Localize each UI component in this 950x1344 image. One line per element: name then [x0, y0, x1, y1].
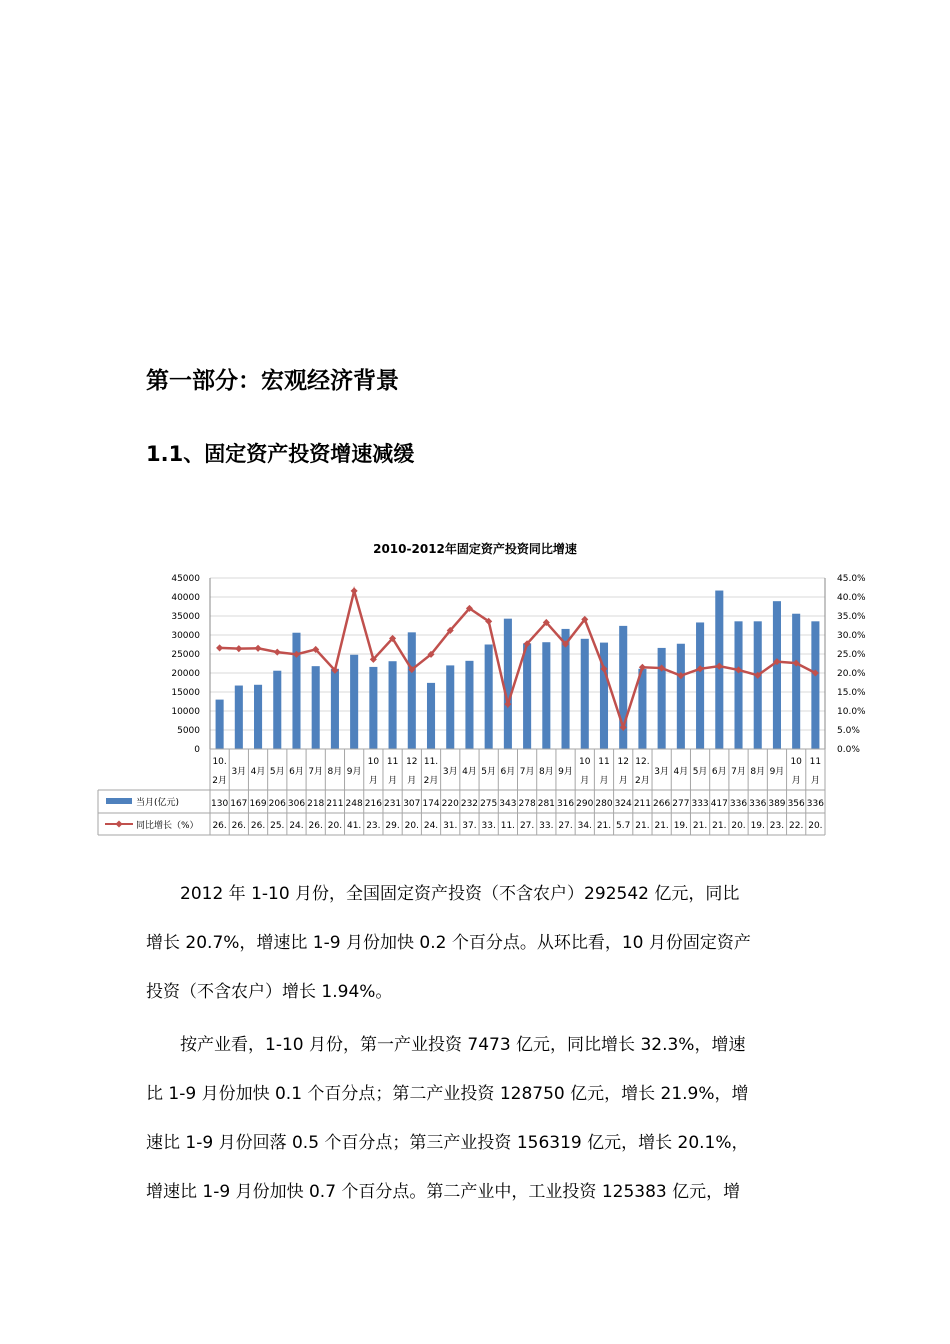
x-tick-label: 月 — [388, 776, 398, 786]
line-point — [235, 645, 242, 652]
bar — [427, 683, 435, 749]
y-left-tick-label: 30000 — [171, 631, 200, 641]
x-tick-label: 4月 — [673, 767, 689, 777]
table-cell-value: 20. — [731, 821, 746, 831]
x-tick-label: 3月 — [231, 767, 247, 777]
bar — [773, 601, 781, 749]
table-cell-value: 21. — [712, 821, 727, 831]
bar — [465, 661, 473, 749]
table-cell-value: 20. — [404, 821, 419, 831]
bar — [292, 633, 300, 749]
table-cell-value: 21. — [596, 821, 612, 831]
x-tick-label: 8月 — [538, 767, 554, 777]
table-cell-value: 25. — [270, 821, 285, 831]
bar — [254, 685, 262, 749]
x-tick-label: 7月 — [519, 767, 535, 777]
table-cell-value: 26. — [308, 821, 323, 831]
y-right-tick-label: 15.0% — [837, 688, 866, 698]
x-tick-label: 7月 — [308, 767, 324, 777]
x-tick-label: 3月 — [654, 767, 670, 777]
table-cell-value: 21. — [635, 821, 650, 831]
table-cell-value: 280 — [595, 799, 613, 809]
x-tick-label: 5月 — [269, 767, 285, 777]
table-cell-value: 34. — [577, 821, 592, 831]
y-left-tick-label: 20000 — [171, 669, 200, 679]
table-cell-value: 218 — [307, 799, 325, 809]
bar — [523, 643, 531, 749]
paragraph-2 — [146, 1021, 808, 1217]
bar — [581, 639, 589, 749]
bar — [658, 648, 666, 749]
bar — [389, 661, 397, 749]
paragraph-line: 比 1-9 月份加快 0.1 个百分点；第二产业投资 128750 亿元，增长 21.9%，增 — [146, 1084, 749, 1104]
y-right-tick-label: 35.0% — [837, 612, 866, 622]
x-tick-label: 9月 — [558, 767, 573, 777]
table-cell-value: 19. — [673, 821, 689, 831]
table-cell-value: 26. — [212, 821, 227, 831]
y-left-tick-label: 10000 — [171, 707, 200, 717]
x-tick-label: 5月 — [481, 767, 497, 777]
y-left-tick-label: 35000 — [171, 612, 200, 622]
table-cell-value: 21. — [692, 821, 708, 831]
table-cell-value: 33. — [539, 821, 554, 831]
y-right-tick-label: 0.0% — [837, 745, 860, 755]
bar — [235, 686, 243, 749]
y-right-tick-label: 20.0% — [837, 669, 866, 679]
paragraph-line: 按产业看，1-10 月份，第一产业投资 7473 亿元，同比增长 32.3%，增速 — [146, 1035, 746, 1055]
table-cell-value: 220 — [441, 799, 459, 809]
section-heading: 第一部分：宏观经济背景 — [146, 368, 399, 394]
bar — [331, 669, 339, 749]
x-tick-label: 8月 — [327, 767, 343, 777]
table-cell-value: 20. — [808, 821, 823, 831]
x-tick-label: 月 — [368, 776, 378, 786]
table-cell-value: 336 — [749, 799, 767, 809]
legend-bar-key — [106, 798, 132, 804]
x-tick-label: 11. — [423, 757, 439, 767]
table-cell-value: 31. — [443, 821, 458, 831]
table-cell-value: 33. — [481, 821, 496, 831]
table-cell-value: 211 — [326, 799, 344, 809]
x-tick-label: 11 — [386, 757, 399, 767]
table-cell-value: 277 — [672, 799, 690, 809]
line-point — [274, 649, 281, 656]
y-left-tick-label: 45000 — [171, 574, 200, 584]
y-right-tick-label: 45.0% — [837, 574, 866, 584]
bar — [485, 645, 493, 750]
table-cell-value: 27. — [558, 821, 573, 831]
x-tick-label: 12. — [635, 757, 650, 767]
bar — [504, 619, 512, 749]
table-cell-value: 206 — [268, 799, 286, 809]
x-tick-label: 10. — [212, 757, 227, 767]
table-cell-value: 23. — [769, 821, 785, 831]
table-cell-value: 290 — [576, 799, 594, 809]
table-cell-value: 24. — [289, 821, 304, 831]
bar — [696, 622, 704, 749]
bar — [216, 700, 224, 749]
table-cell-value: 24. — [423, 821, 439, 831]
y-left-tick-label: 40000 — [171, 593, 200, 603]
x-tick-label: 月 — [580, 776, 590, 786]
table-cell-value: 231 — [383, 799, 402, 809]
legend-line-label: 同比增长（%） — [136, 821, 199, 831]
table-cell-value: 248 — [345, 799, 363, 809]
bar — [715, 591, 723, 749]
table-cell-value: 232 — [460, 799, 479, 809]
y-left-tick-label: 15000 — [171, 688, 200, 698]
x-tick-label: 11 — [598, 757, 610, 767]
x-tick-label: 5月 — [692, 767, 708, 777]
paragraph-line: 增长 20.7%，增速比 1-9 月份加快 0.2 个百分点。从环比看，10 月份固定资产 — [146, 933, 751, 953]
table-cell-value: 41. — [346, 821, 362, 831]
table-cell-value: 275 — [480, 799, 498, 809]
table-cell-value: 278 — [518, 799, 536, 809]
legend-line-marker — [115, 820, 122, 827]
table-cell-value: 336 — [729, 799, 748, 809]
paragraph-line: 增速比 1-9 月份加快 0.7 个百分点。第二产业中，工业投资 125383 亿元，增 — [146, 1182, 741, 1202]
table-cell-value: 356 — [787, 799, 805, 809]
table-cell-value: 169 — [249, 799, 267, 809]
x-tick-label: 3月 — [442, 767, 458, 777]
y-left-tick-label: 0 — [194, 745, 200, 755]
y-right-tick-label: 10.0% — [837, 707, 866, 717]
y-left-tick-label: 25000 — [171, 650, 200, 660]
table-cell-value: 281 — [537, 799, 555, 809]
x-tick-label: 9月 — [769, 767, 785, 777]
bar — [542, 642, 550, 749]
bar — [677, 644, 685, 749]
bar — [734, 621, 742, 749]
x-tick-label: 8月 — [750, 767, 766, 777]
x-tick-label: 10 — [579, 757, 591, 767]
x-tick-label: 9月 — [346, 767, 362, 777]
investment-chart — [95, 528, 866, 838]
table-cell-value: 336 — [806, 799, 824, 809]
bar — [312, 666, 320, 749]
table-cell-value: 417 — [710, 799, 728, 809]
x-tick-label: 10 — [790, 757, 802, 767]
table-cell-value: 307 — [403, 799, 421, 809]
x-tick-label: 2月 — [212, 776, 227, 786]
table-cell-value: 266 — [653, 799, 671, 809]
table-cell-value: 167 — [230, 799, 248, 809]
bar — [273, 671, 281, 749]
table-cell-value: 174 — [422, 799, 440, 809]
x-tick-label: 12 — [406, 757, 418, 767]
y-right-tick-label: 30.0% — [837, 631, 866, 641]
table-cell-value: 333 — [691, 799, 709, 809]
bar — [446, 665, 454, 749]
table-cell-value: 37. — [462, 821, 477, 831]
x-tick-label: 4月 — [250, 767, 266, 777]
line-point — [255, 645, 262, 652]
x-tick-label: 10 — [367, 757, 380, 767]
table-cell-value: 211 — [633, 799, 652, 809]
paragraph-line: 2012 年 1-10 月份，全国固定资产投资（不含农户）292542 亿元，同比 — [146, 884, 740, 904]
table-cell-value: 130 — [211, 799, 229, 809]
subsection-heading: 1.1、固定资产投资增速减缓 — [146, 442, 415, 466]
growth-line — [220, 591, 816, 727]
x-tick-label: 4月 — [462, 767, 477, 777]
table-cell-value: 20. — [327, 821, 343, 831]
table-cell-value: 23. — [366, 821, 381, 831]
table-cell-value: 26. — [231, 821, 246, 831]
bar — [638, 669, 646, 749]
bar — [792, 614, 800, 749]
y-right-tick-label: 40.0% — [837, 593, 866, 603]
x-tick-label: 月 — [791, 776, 801, 786]
table-cell-value: 22. — [789, 821, 804, 831]
table-cell-value: 306 — [287, 799, 306, 809]
legend-bar-label: 当月(亿元) — [136, 798, 180, 808]
bar — [754, 621, 762, 749]
x-tick-label: 7月 — [731, 767, 746, 777]
x-tick-label: 2月 — [423, 776, 439, 786]
table-cell-value: 316 — [556, 799, 575, 809]
table-cell-value: 19. — [750, 821, 765, 831]
table-cell-value: 216 — [364, 799, 382, 809]
paragraph-line: 速比 1-9 月份回落 0.5 个百分点；第三产业投资 156319 亿元，增长 20.1%， — [146, 1133, 749, 1153]
x-tick-label: 月 — [599, 776, 609, 786]
x-tick-label: 11 — [809, 757, 822, 767]
paragraph-line: 投资（不含农户）增长 1.94%。 — [146, 982, 393, 1002]
x-tick-label: 月 — [810, 776, 820, 786]
table-cell-value: 26. — [250, 821, 266, 831]
x-tick-label: 月 — [618, 776, 628, 786]
bar — [369, 667, 377, 749]
table-cell-value: 27. — [519, 821, 535, 831]
table-cell-value: 29. — [385, 821, 400, 831]
x-tick-label: 12 — [617, 757, 629, 767]
table-cell-value: 389 — [768, 799, 786, 809]
paragraph-1 — [146, 870, 808, 1017]
bar — [408, 632, 416, 749]
table-cell-value: 343 — [499, 799, 517, 809]
y-right-tick-label: 5.0% — [837, 726, 860, 736]
table-cell-value: 21. — [654, 821, 669, 831]
y-left-tick-label: 5000 — [177, 726, 200, 736]
table-cell-value: 324 — [614, 799, 632, 809]
chart-title: 2010-2012年固定资产投资同比增速 — [373, 542, 577, 556]
table-cell-value: 5.7 — [616, 821, 631, 831]
x-tick-label: 2月 — [635, 776, 650, 786]
x-tick-label: 6月 — [289, 767, 304, 777]
x-tick-label: 6月 — [500, 767, 516, 777]
bar — [811, 621, 819, 749]
table-cell-value: 11. — [500, 821, 516, 831]
line-point — [216, 644, 223, 651]
x-tick-label: 6月 — [711, 767, 727, 777]
y-right-tick-label: 25.0% — [837, 650, 866, 660]
line-point — [351, 587, 358, 594]
bar — [350, 655, 358, 749]
x-tick-label: 月 — [407, 776, 417, 786]
